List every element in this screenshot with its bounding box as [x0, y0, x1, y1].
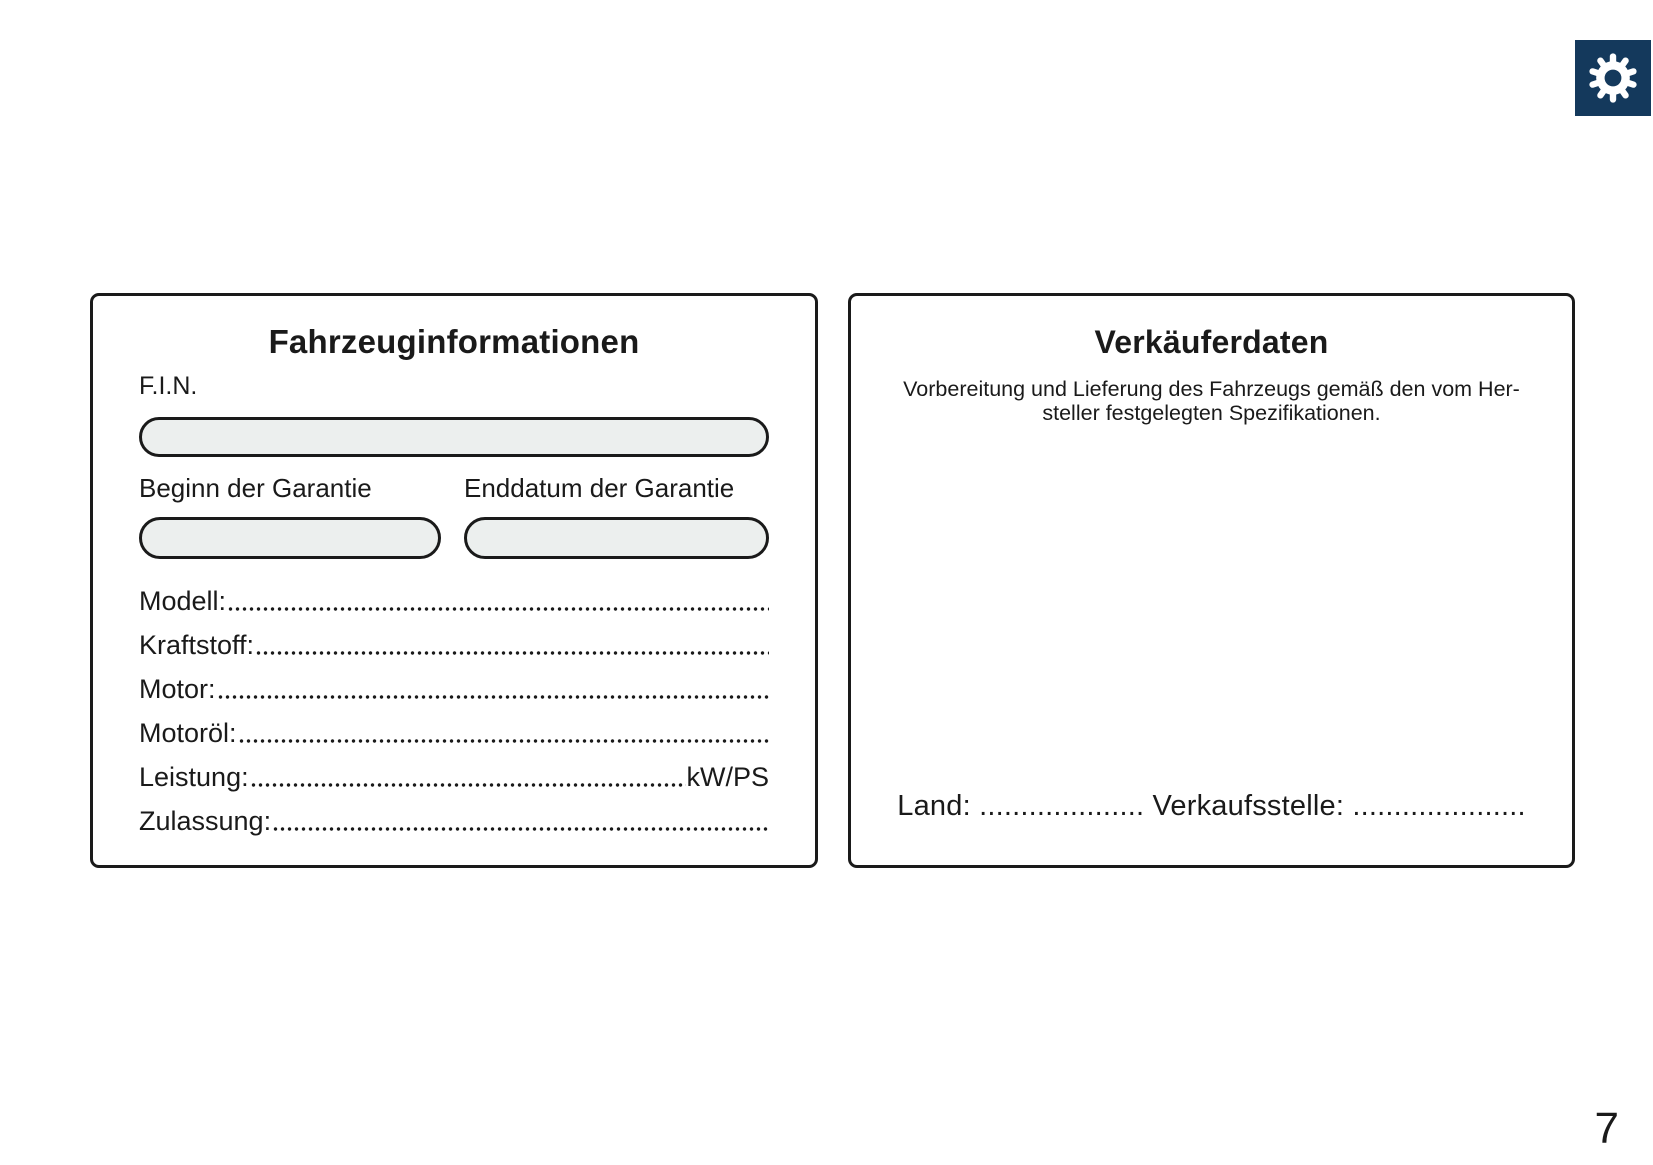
- field-label: Motor:: [139, 674, 216, 704]
- warranty-end-field[interactable]: [464, 517, 769, 559]
- fin-field[interactable]: [139, 417, 769, 457]
- dotted-fill-line[interactable]: [272, 826, 769, 832]
- dotted-fill-line[interactable]: [238, 738, 769, 744]
- page-number: 7: [1594, 1104, 1619, 1153]
- gear-icon: [1584, 49, 1642, 107]
- seller-description-line1: Vorbereitung und Lieferung des Fahrzeugs gemäß den vom Her-: [903, 377, 1520, 401]
- field-label: Motoröl:: [139, 718, 237, 748]
- warranty-start-label: Beginn der Garantie: [139, 473, 372, 503]
- field-row-leistung: [139, 749, 769, 793]
- dotted-fill-line[interactable]: [255, 650, 769, 656]
- warranty-start-field[interactable]: [139, 517, 441, 559]
- field-label: Modell:: [139, 586, 227, 616]
- fin-label: F.I.N.: [139, 372, 198, 400]
- field-label: Leistung:: [139, 762, 249, 792]
- country-sales-line[interactable]: Land: .................... Verkaufsstelle: .....................: [897, 790, 1526, 822]
- vehicle-fields-list: [139, 573, 769, 837]
- field-row-kraftstoff: [139, 617, 769, 661]
- field-row-modell: [139, 573, 769, 617]
- dotted-fill-line[interactable]: [250, 782, 687, 788]
- field-row-motoroel: [139, 705, 769, 749]
- seller-description: [891, 377, 1532, 425]
- vehicle-info-card: [90, 293, 818, 868]
- vehicle-info-title: Fahrzeuginformationen: [268, 323, 640, 360]
- seller-card: [848, 293, 1575, 868]
- field-row-motor: [139, 661, 769, 705]
- field-label: Kraftstoff:: [139, 630, 255, 660]
- seller-title: Verkäuferdaten: [1094, 324, 1329, 360]
- gear-tile: [1575, 40, 1651, 116]
- dotted-fill-line[interactable]: [227, 606, 769, 612]
- warranty-end-label: Enddatum der Garantie: [464, 473, 735, 503]
- seller-description-line2: steller festgelegten Spezifikationen.: [1042, 401, 1381, 425]
- field-label: Zulassung:: [139, 806, 272, 836]
- dotted-fill-line[interactable]: [217, 694, 769, 700]
- field-row-zulassung: [139, 793, 769, 837]
- field-suffix: kW/PS: [686, 762, 769, 792]
